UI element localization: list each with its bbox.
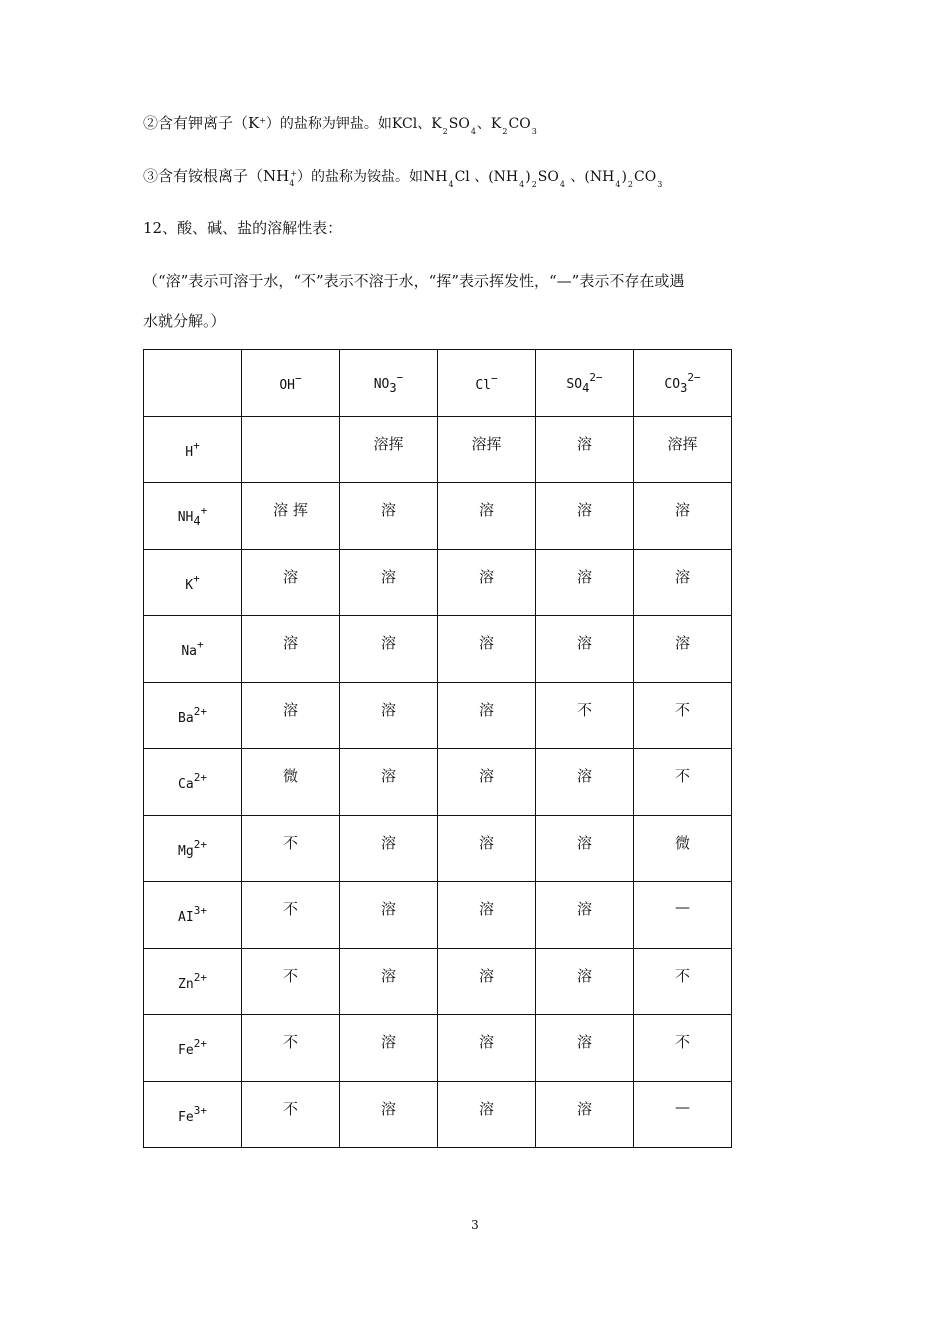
ion-charge: +	[193, 571, 200, 585]
cation-label	[144, 815, 242, 882]
solubility-cell: 溶挥	[340, 416, 438, 483]
ion-charge: +	[197, 638, 204, 652]
cation-label	[144, 1081, 242, 1148]
cation-label	[144, 749, 242, 816]
solubility-cell: 溶	[340, 549, 438, 616]
cation-label	[144, 1015, 242, 1082]
solubility-cell: 溶	[536, 882, 634, 949]
solubility-cell: 溶挥	[634, 416, 732, 483]
p1-separator: 、K	[476, 116, 502, 132]
solubility-cell: 微	[242, 749, 340, 816]
cation-label	[144, 616, 242, 683]
p2-sub: 2	[531, 180, 537, 189]
solubility-cell: 不	[634, 682, 732, 749]
ion-symbol: K	[185, 577, 194, 593]
ion-charge: −	[295, 372, 302, 386]
ammonium-salt-line	[143, 165, 663, 189]
legend-note-line-2: 水就分解。）	[143, 312, 226, 330]
table-row	[144, 616, 732, 683]
solubility-cell: 溶	[340, 616, 438, 683]
solubility-cell: —	[634, 882, 732, 949]
ion-symbol: Na	[181, 644, 198, 660]
solubility-cell: 溶	[438, 1081, 536, 1148]
solubility-cell: —	[634, 1081, 732, 1148]
solubility-cell: 溶	[634, 616, 732, 683]
solubility-cell: 溶	[340, 483, 438, 550]
solubility-cell: 溶	[536, 1081, 634, 1148]
solubility-cell: 不	[242, 1081, 340, 1148]
ion-charge: 3+	[193, 1103, 207, 1117]
solubility-cell: 不	[634, 948, 732, 1015]
solubility-cell: 微	[634, 815, 732, 882]
p2-sub: 3	[657, 180, 663, 189]
ion-symbol: SO	[566, 376, 583, 392]
p2-formula-part: CO	[634, 169, 657, 185]
ion-symbol: OH	[279, 378, 296, 394]
legend-note-line-1: （“溶”表示可溶于水，“不”表示不溶于水，“挥”表示挥发性，“—”表示不存在或遇	[143, 272, 685, 290]
ion-charge: 2+	[193, 1037, 207, 1051]
solubility-cell: 溶	[536, 616, 634, 683]
solubility-cell: 溶	[340, 882, 438, 949]
solubility-cell	[242, 416, 340, 483]
section-heading: 12、酸、碱、盐的溶解性表：	[143, 219, 343, 237]
p1-sub: 2	[442, 127, 448, 136]
solubility-cell: 溶挥	[438, 416, 536, 483]
solubility-cell: 溶	[536, 483, 634, 550]
anion-header	[242, 350, 340, 417]
solubility-cell: 溶 挥	[242, 483, 340, 550]
solubility-cell: 溶	[438, 549, 536, 616]
table-row	[144, 1015, 732, 1082]
table-row	[144, 749, 732, 816]
cation-label	[144, 948, 242, 1015]
solubility-cell: 不	[242, 1015, 340, 1082]
p2-sub: 4	[519, 180, 525, 189]
anion-header	[536, 350, 634, 417]
table-row	[144, 682, 732, 749]
ion-charge: −	[396, 370, 404, 384]
solubility-cell: 溶	[438, 1015, 536, 1082]
solubility-cell: 溶	[242, 549, 340, 616]
p2-formula-part: SO	[537, 169, 559, 185]
p1-sup: +	[259, 116, 266, 125]
ion-charge: 2−	[589, 370, 603, 384]
p2-formula-part: Cl 、(NH	[454, 169, 519, 185]
solubility-cell: 溶	[438, 882, 536, 949]
p2-formula-part: 、(NH	[565, 169, 615, 185]
p2-sub: 2	[627, 180, 633, 189]
p2-sub: 4	[615, 180, 621, 189]
ion-subscript: 3	[389, 380, 397, 395]
solubility-cell: 溶	[340, 682, 438, 749]
solubility-cell: 不	[242, 815, 340, 882]
ion-symbol: Cl	[475, 378, 492, 394]
table-row	[144, 1081, 732, 1148]
solubility-cell: 不	[536, 682, 634, 749]
page-number: 3	[471, 1218, 479, 1232]
solubility-cell: 溶	[634, 483, 732, 550]
table-row	[144, 416, 732, 483]
anion-header	[438, 350, 536, 417]
solubility-cell: 溶	[340, 948, 438, 1015]
solubility-cell: 溶	[536, 948, 634, 1015]
anion-header	[340, 350, 438, 417]
ion-symbol: Mg	[178, 843, 194, 859]
p1-sub: 4	[470, 127, 476, 136]
p2-text2: ）的盐称为铵盐。如NH	[297, 169, 448, 185]
solubility-cell: 溶	[340, 815, 438, 882]
p2-sub: 4	[559, 180, 565, 189]
p1-sub: 2	[502, 127, 508, 136]
cation-label	[144, 882, 242, 949]
ion-symbol: Fe	[178, 1109, 194, 1125]
table-row	[144, 549, 732, 616]
solubility-cell: 溶	[536, 749, 634, 816]
solubility-table	[143, 349, 732, 1148]
ion-charge: +	[200, 503, 208, 517]
table-row	[144, 948, 732, 1015]
solubility-cell: 不	[242, 882, 340, 949]
solubility-cell: 溶	[340, 749, 438, 816]
anion-header	[634, 350, 732, 417]
ion-charge: 2+	[193, 837, 207, 851]
p2-sub: 4	[289, 179, 295, 188]
solubility-cell: 溶	[536, 1015, 634, 1082]
solubility-cell: 不	[634, 749, 732, 816]
solubility-cell: 溶	[536, 549, 634, 616]
ion-symbol: H	[185, 444, 194, 460]
ion-symbol: Ba	[178, 710, 194, 726]
ion-symbol: NO	[373, 376, 390, 392]
cation-label	[144, 483, 242, 550]
p2-formula-part: )	[525, 169, 531, 185]
solubility-cell: 溶	[340, 1015, 438, 1082]
ion-symbol: Zn	[178, 976, 194, 992]
cation-label	[144, 416, 242, 483]
cation-label	[144, 549, 242, 616]
solubility-cell: 溶	[536, 815, 634, 882]
ion-symbol: NH	[177, 509, 194, 525]
solubility-cell: 不	[242, 948, 340, 1015]
ion-charge: 3+	[193, 904, 207, 918]
table-row	[144, 815, 732, 882]
ion-symbol: Ca	[178, 777, 194, 793]
table-row	[144, 882, 732, 949]
p1-formula-part: CO	[508, 116, 531, 132]
potassium-salt-line	[143, 112, 538, 136]
table-row	[144, 483, 732, 550]
cation-label	[144, 682, 242, 749]
p2-text: ③含有铵根离子（NH	[143, 167, 290, 185]
solubility-cell: 溶	[438, 815, 536, 882]
solubility-cell: 溶	[438, 616, 536, 683]
solubility-cell: 不	[634, 1015, 732, 1082]
header-row	[144, 350, 732, 417]
ion-charge: 2+	[193, 704, 207, 718]
p2-sub: 4	[448, 180, 454, 189]
ion-subscript: 4	[193, 513, 201, 528]
solubility-cell: 溶	[536, 416, 634, 483]
ion-charge: 2+	[193, 970, 207, 984]
solubility-cell: 溶	[438, 749, 536, 816]
ion-symbol: CO	[664, 376, 681, 392]
solubility-cell: 溶	[438, 483, 536, 550]
p2-sup: +	[290, 169, 298, 178]
corner-cell	[144, 350, 242, 417]
p1-text: ②含有钾离子（K	[143, 114, 260, 132]
ion-charge: 2+	[193, 771, 207, 785]
p1-formula-part: SO	[448, 116, 470, 132]
p1-sub: 3	[531, 127, 537, 136]
solubility-cell: 溶	[242, 616, 340, 683]
ion-subscript: 4	[582, 380, 590, 395]
p1-text2: ）的盐称为钾盐。如KCl、K	[265, 116, 442, 132]
ion-charge: 2−	[687, 370, 701, 384]
ion-charge: −	[491, 372, 498, 386]
ion-charge: +	[193, 438, 200, 452]
solubility-cell: 溶	[438, 948, 536, 1015]
ion-subscript: 3	[680, 380, 688, 395]
p2-formula-part: )	[621, 169, 627, 185]
ion-symbol: Fe	[178, 1043, 194, 1059]
solubility-cell: 溶	[634, 549, 732, 616]
solubility-cell: 溶	[340, 1081, 438, 1148]
ion-symbol: AI	[178, 910, 194, 926]
solubility-cell: 溶	[242, 682, 340, 749]
solubility-cell: 溶	[438, 682, 536, 749]
